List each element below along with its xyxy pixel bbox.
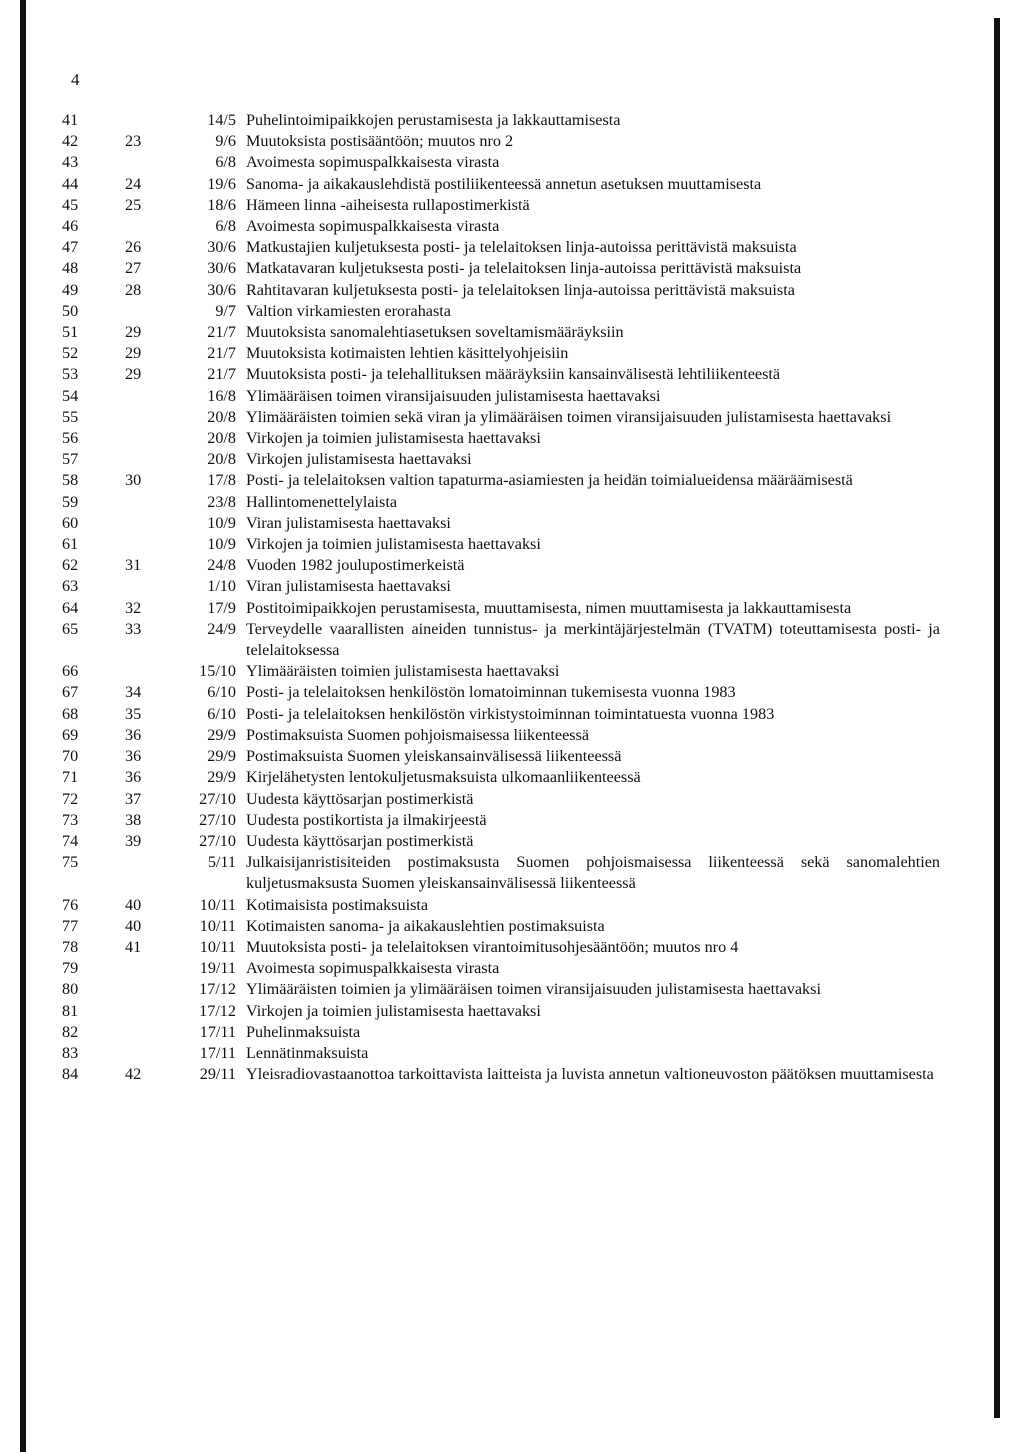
list-item bbox=[0, 343, 1024, 364]
entry-number: 80 bbox=[62, 980, 79, 999]
list-item bbox=[0, 258, 1024, 279]
entry-title: Sanoma- ja aikakauslehdistä postiliikenteessä annetun asetuksen muuttamisesta bbox=[246, 174, 762, 193]
list-item bbox=[0, 789, 1024, 810]
list-item bbox=[0, 937, 1024, 958]
entry-number: 43 bbox=[62, 153, 79, 172]
entry-date: 21/7 bbox=[207, 365, 236, 384]
entry-number: 69 bbox=[62, 725, 79, 744]
entry-title: Julkaisijanristisiteiden postimaksusta Suomen pohjoismaisessa liikenteessä sekä sanomalehtien kuljetusmaksusta Suomen yleiskansainvälisessä liikenteessä bbox=[246, 853, 940, 893]
entry-date: 10/11 bbox=[199, 895, 236, 914]
entry-title: Kotimaisten sanoma- ja aikakauslehtien postimaksuista bbox=[246, 916, 605, 935]
entry-date: 21/7 bbox=[207, 323, 236, 342]
list-item bbox=[0, 810, 1024, 831]
entry-title: Virkojen ja toimien julistamisesta haettavaksi bbox=[246, 535, 541, 554]
list-item bbox=[0, 407, 1024, 428]
entry-date: 29/11 bbox=[199, 1065, 236, 1084]
entry-number: 64 bbox=[62, 598, 79, 617]
entry-number: 75 bbox=[62, 853, 79, 872]
entry-date: 9/7 bbox=[215, 301, 236, 320]
list-item bbox=[0, 831, 1024, 852]
entry-number: 44 bbox=[62, 174, 79, 193]
entry-ref-number: 25 bbox=[125, 195, 142, 214]
entry-ref-number: 24 bbox=[125, 174, 142, 193]
list-item bbox=[0, 1043, 1024, 1064]
entry-number: 57 bbox=[62, 450, 79, 469]
entry-date: 6/8 bbox=[215, 217, 236, 236]
entry-date: 17/8 bbox=[207, 471, 236, 490]
list-item bbox=[0, 513, 1024, 534]
entry-ref-number: 36 bbox=[125, 768, 142, 787]
list-item bbox=[0, 725, 1024, 746]
entry-number: 60 bbox=[62, 513, 79, 532]
entry-number: 55 bbox=[62, 407, 79, 426]
entry-date: 29/9 bbox=[207, 747, 236, 766]
entry-date: 14/5 bbox=[207, 111, 236, 129]
list-item bbox=[0, 534, 1024, 555]
entry-title: Virkojen ja toimien julistamisesta haettavaksi bbox=[246, 1001, 541, 1020]
entry-ref-number: 39 bbox=[125, 831, 142, 850]
list-item bbox=[0, 852, 1024, 894]
entry-number: 47 bbox=[62, 238, 79, 257]
entry-date: 29/9 bbox=[207, 768, 236, 787]
entry-title: Avoimesta sopimuspalkkaisesta virasta bbox=[246, 153, 500, 172]
entry-date: 6/10 bbox=[207, 704, 236, 723]
entry-number: 72 bbox=[62, 789, 79, 808]
entry-date: 20/8 bbox=[207, 407, 236, 426]
entry-title: Viran julistamisesta haettavaksi bbox=[246, 577, 451, 596]
entry-ref-number: 38 bbox=[125, 810, 142, 829]
entry-title: Lennätinmaksuista bbox=[246, 1043, 369, 1062]
entry-title: Virkojen ja toimien julistamisesta haettavaksi bbox=[246, 429, 541, 448]
entry-date: 10/11 bbox=[199, 916, 236, 935]
entry-number: 62 bbox=[62, 556, 79, 575]
entry-title: Terveydelle vaarallisten aineiden tunnistus- ja merkintäjärjestelmän (TVATM) toteuttamisesta posti- ja telelaitoksessa bbox=[246, 619, 940, 660]
entry-ref-number: 26 bbox=[125, 238, 142, 257]
entry-ref-number: 33 bbox=[125, 619, 142, 638]
list-item bbox=[0, 682, 1024, 703]
list-item bbox=[0, 131, 1024, 152]
entry-date: 30/6 bbox=[207, 259, 236, 278]
entry-date: 19/11 bbox=[199, 959, 236, 978]
entry-date: 10/9 bbox=[207, 513, 236, 532]
entry-title: Uudesta käyttösarjan postimerkistä bbox=[246, 789, 474, 808]
entry-title: Viran julistamisesta haettavaksi bbox=[246, 513, 451, 532]
entry-number: 65 bbox=[62, 619, 79, 638]
list-item bbox=[0, 1064, 1024, 1085]
entry-number: 71 bbox=[62, 768, 79, 787]
entry-ref-number: 36 bbox=[125, 725, 142, 744]
entry-date: 27/10 bbox=[199, 810, 236, 829]
entry-date: 10/9 bbox=[207, 535, 236, 554]
list-item bbox=[0, 428, 1024, 449]
list-item bbox=[0, 661, 1024, 682]
list-item bbox=[0, 704, 1024, 725]
entry-ref-number: 40 bbox=[125, 895, 142, 914]
entry-number: 63 bbox=[62, 577, 79, 596]
entry-date: 1/10 bbox=[207, 577, 236, 596]
entry-date: 6/8 bbox=[215, 153, 236, 172]
entry-title: Hallintomenettelylaista bbox=[246, 492, 398, 511]
list-item bbox=[0, 237, 1024, 258]
entry-date: 24/9 bbox=[207, 619, 236, 638]
entry-date: 30/6 bbox=[207, 280, 236, 299]
list-item bbox=[0, 110, 1024, 131]
entry-number: 53 bbox=[62, 365, 79, 384]
entry-ref-number: 32 bbox=[125, 598, 142, 617]
entry-title: Posti- ja telelaitoksen henkilöstön virkistystoiminnan toimintatuesta vuonna 1983 bbox=[246, 704, 775, 723]
list-item bbox=[0, 746, 1024, 767]
entry-title: Muutoksista sanomalehtiasetuksen soveltamismääräyksiin bbox=[246, 323, 624, 342]
entry-ref-number: 36 bbox=[125, 747, 142, 766]
entry-ref-number: 23 bbox=[125, 132, 142, 151]
entry-number: 74 bbox=[62, 831, 79, 850]
entry-title: Muutoksista posti- ja telelaitoksen virantoimitusohjesääntöön; muutos nro 4 bbox=[246, 937, 739, 956]
entry-ref-number: 29 bbox=[125, 323, 142, 342]
list-item bbox=[0, 301, 1024, 322]
entry-date: 17/9 bbox=[207, 598, 236, 617]
entry-number: 82 bbox=[62, 1022, 79, 1041]
list-item bbox=[0, 152, 1024, 173]
entry-title: Uudesta postikortista ja ilmakirjeestä bbox=[246, 810, 487, 829]
list-item bbox=[0, 280, 1024, 301]
entry-title: Postimaksuista Suomen pohjoismaisessa liikenteessä bbox=[246, 725, 590, 744]
entry-title: Muutoksista posti- ja telehallituksen määräyksiin kansainvälisestä lehtiliikenteestä bbox=[246, 365, 781, 384]
entry-title: Avoimesta sopimuspalkkaisesta virasta bbox=[246, 959, 500, 978]
entry-title: Kotimaisista postimaksuista bbox=[246, 895, 429, 914]
entry-title: Valtion virkamiesten erorahasta bbox=[246, 301, 451, 320]
entry-number: 56 bbox=[62, 429, 79, 448]
entry-number: 42 bbox=[62, 132, 79, 151]
entry-title: Posti- ja telelaitoksen valtion tapaturma-asiamiesten ja heidän toimialueidensa määräämisestä bbox=[246, 471, 853, 490]
list-item bbox=[0, 555, 1024, 576]
entry-date: 29/9 bbox=[207, 725, 236, 744]
entry-date: 17/11 bbox=[199, 1043, 236, 1062]
entry-number: 50 bbox=[62, 301, 79, 320]
entry-number: 68 bbox=[62, 704, 79, 723]
entry-number: 51 bbox=[62, 323, 79, 342]
list-item bbox=[0, 322, 1024, 343]
entry-title: Virkojen julistamisesta haettavaksi bbox=[246, 450, 472, 469]
entry-ref-number: 34 bbox=[125, 683, 142, 702]
entry-number: 70 bbox=[62, 747, 79, 766]
entry-number: 77 bbox=[62, 916, 79, 935]
list-item bbox=[0, 449, 1024, 470]
entry-title: Puhelintoimipaikkojen perustamisesta ja lakkauttamisesta bbox=[246, 111, 621, 129]
entry-number: 41 bbox=[62, 111, 79, 129]
entry-title: Uudesta käyttösarjan postimerkistä bbox=[246, 831, 474, 850]
entry-title: Ylimääräisten toimien julistamisesta haettavaksi bbox=[246, 662, 560, 681]
list-item bbox=[0, 619, 1024, 661]
entry-number: 84 bbox=[62, 1065, 79, 1084]
entry-date: 5/11 bbox=[207, 853, 236, 872]
list-item bbox=[0, 216, 1024, 237]
entry-title: Vuoden 1982 joulupostimerkeistä bbox=[246, 556, 465, 575]
entry-number: 58 bbox=[62, 471, 79, 490]
entry-number: 79 bbox=[62, 959, 79, 978]
list-item bbox=[0, 195, 1024, 216]
entry-ref-number: 41 bbox=[125, 937, 142, 956]
list-item bbox=[0, 576, 1024, 597]
entry-number: 45 bbox=[62, 195, 79, 214]
entry-title: Matkatavaran kuljetuksesta posti- ja telelaitoksen linja-autoissa perittävistä maksuista bbox=[246, 259, 802, 278]
list-item bbox=[0, 364, 1024, 385]
list-item bbox=[0, 492, 1024, 513]
entry-title: Muutoksista kotimaisten lehtien käsittelyohjeisiin bbox=[246, 344, 569, 363]
entry-list bbox=[0, 110, 1024, 1085]
entry-date: 10/11 bbox=[199, 937, 236, 956]
entry-ref-number: 31 bbox=[125, 556, 142, 575]
page-number: 4 bbox=[71, 70, 80, 89]
entry-ref-number: 29 bbox=[125, 365, 142, 384]
entry-date: 27/10 bbox=[199, 789, 236, 808]
entry-date: 23/8 bbox=[207, 492, 236, 511]
list-item bbox=[0, 470, 1024, 491]
list-item bbox=[0, 598, 1024, 619]
list-item bbox=[0, 1022, 1024, 1043]
entry-number: 54 bbox=[62, 386, 79, 405]
entry-number: 48 bbox=[62, 259, 79, 278]
entry-title: Puhelinmaksuista bbox=[246, 1022, 361, 1041]
entry-date: 30/6 bbox=[207, 238, 236, 257]
entry-number: 83 bbox=[62, 1043, 79, 1062]
entry-ref-number: 28 bbox=[125, 280, 142, 299]
entry-title: Matkustajien kuljetuksesta posti- ja telelaitoksen linja-autoissa perittävistä maksuista bbox=[246, 238, 797, 257]
entry-title: Muutoksista postisääntöön; muutos nro 2 bbox=[246, 132, 514, 151]
entry-title: Posti- ja telelaitoksen henkilöstön lomatoiminnan tukemisesta vuonna 1983 bbox=[246, 683, 736, 702]
entry-title: Postitoimipaikkojen perustamisesta, muuttamisesta, nimen muuttamisesta ja lakkauttamisesta bbox=[246, 598, 852, 617]
entry-title: Hämeen linna -aiheisesta rullapostimerkistä bbox=[246, 195, 530, 214]
entry-ref-number: 29 bbox=[125, 344, 142, 363]
entry-date: 24/8 bbox=[207, 556, 236, 575]
entry-title: Postimaksuista Suomen yleiskansainvälisessä liikenteessä bbox=[246, 747, 622, 766]
entry-date: 17/12 bbox=[199, 1001, 236, 1020]
entry-date: 20/8 bbox=[207, 450, 236, 469]
entry-number: 78 bbox=[62, 937, 79, 956]
entry-title: Ylimääräisten toimien ja ylimääräisen toimen viransijaisuuden julistamisesta haettavaksi bbox=[246, 980, 821, 999]
list-item bbox=[0, 386, 1024, 407]
entry-date: 21/7 bbox=[207, 344, 236, 363]
entry-ref-number: 30 bbox=[125, 471, 142, 490]
list-item bbox=[0, 979, 1024, 1000]
entry-number: 73 bbox=[62, 810, 79, 829]
entry-date: 18/6 bbox=[207, 195, 236, 214]
entry-number: 61 bbox=[62, 535, 79, 554]
entry-title: Yleisradiovastaanottoa tarkoittavista laitteista ja luvista annetun valtioneuvoston päätöksen muuttamisesta bbox=[246, 1065, 934, 1084]
list-item bbox=[0, 916, 1024, 937]
entry-number: 67 bbox=[62, 683, 79, 702]
entry-date: 20/8 bbox=[207, 429, 236, 448]
entry-number: 66 bbox=[62, 662, 79, 681]
list-item bbox=[0, 1001, 1024, 1022]
entry-number: 81 bbox=[62, 1001, 79, 1020]
entry-number: 76 bbox=[62, 895, 79, 914]
entry-title: Kirjelähetysten lentokuljetusmaksuista ulkomaanliikenteessä bbox=[246, 768, 641, 787]
entry-date: 17/11 bbox=[199, 1022, 236, 1041]
entry-date: 27/10 bbox=[199, 831, 236, 850]
entry-date: 19/6 bbox=[207, 174, 236, 193]
list-item bbox=[0, 174, 1024, 195]
entry-ref-number: 40 bbox=[125, 916, 142, 935]
entry-date: 16/8 bbox=[207, 386, 236, 405]
list-item bbox=[0, 767, 1024, 788]
entry-ref-number: 42 bbox=[125, 1065, 142, 1084]
entry-date: 9/6 bbox=[215, 132, 236, 151]
entry-number: 52 bbox=[62, 344, 79, 363]
entry-date: 15/10 bbox=[199, 662, 236, 681]
entry-number: 49 bbox=[62, 280, 79, 299]
entry-title: Ylimääräisten toimien sekä viran ja ylimääräisen toimen viransijaisuuden julistamisesta haettavaksi bbox=[246, 407, 892, 426]
list-item bbox=[0, 895, 1024, 916]
entry-ref-number: 35 bbox=[125, 704, 142, 723]
entry-date: 17/12 bbox=[199, 980, 236, 999]
entry-ref-number: 37 bbox=[125, 789, 142, 808]
entry-ref-number: 27 bbox=[125, 259, 142, 278]
entry-date: 6/10 bbox=[207, 683, 236, 702]
entry-title: Ylimääräisen toimen viransijaisuuden julistamisesta haettavaksi bbox=[246, 386, 661, 405]
entry-number: 59 bbox=[62, 492, 79, 511]
entry-title: Avoimesta sopimuspalkkaisesta virasta bbox=[246, 217, 500, 236]
entry-title: Rahtitavaran kuljetuksesta posti- ja telelaitoksen linja-autoissa perittävistä maksuista bbox=[246, 280, 795, 299]
list-item bbox=[0, 958, 1024, 979]
entry-number: 46 bbox=[62, 217, 79, 236]
